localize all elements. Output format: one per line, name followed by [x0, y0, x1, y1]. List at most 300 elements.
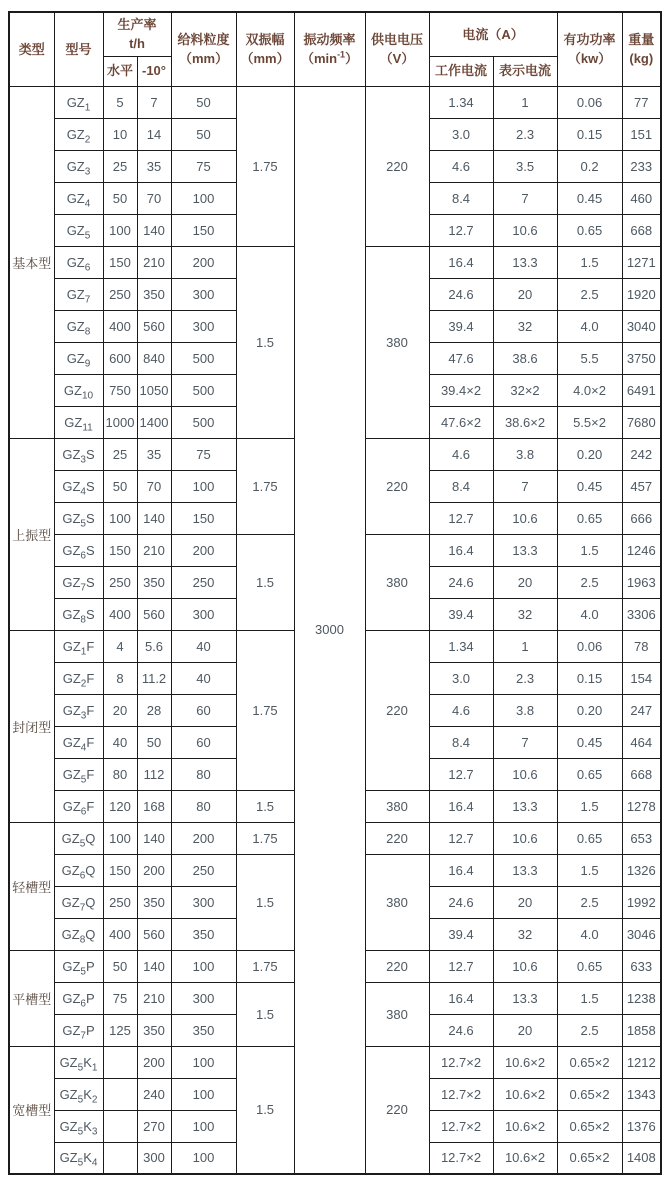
model-subscript: 6 [80, 550, 86, 562]
table-row [9, 86, 661, 118]
voltage-cell: 220 [365, 1046, 429, 1174]
incline-rate-cell: 200 [137, 854, 171, 886]
incline-rate-cell: 140 [137, 950, 171, 982]
indicated-current-cell: 13.3 [493, 790, 557, 822]
model-subscript: 8 [79, 934, 86, 946]
indicated-current-cell: 32×2 [493, 374, 557, 406]
model-subscript: 4 [84, 198, 91, 210]
model-cell [54, 630, 103, 662]
header-indicated-current-label: 表示电流 [499, 63, 552, 79]
horizontal-rate-cell: 50 [103, 950, 137, 982]
particle-size-cell: 60 [171, 694, 236, 726]
model-subscript: 4 [80, 742, 87, 754]
header-weight-line1: 重量 [628, 31, 655, 47]
power-cell: 4.0 [557, 918, 622, 950]
weight-cell: 1246 [622, 534, 661, 566]
power-cell: 0.45 [557, 726, 622, 758]
power-cell: 0.20 [557, 438, 622, 470]
incline-rate-cell: 112 [137, 758, 171, 790]
model-text: GZ [66, 318, 85, 334]
indicated-current-cell: 1 [493, 630, 557, 662]
voltage-cell: 380 [365, 246, 429, 438]
working-current-cell: 8.4 [429, 726, 493, 758]
type-cell: 封闭型 [9, 630, 54, 822]
model-cell [54, 1046, 103, 1078]
horizontal-rate-cell [103, 1110, 137, 1142]
incline-rate-cell: 168 [137, 790, 171, 822]
model-subscript: 3 [91, 1126, 98, 1138]
incline-rate-cell: 350 [137, 886, 171, 918]
model-text: GZ [62, 542, 81, 558]
power-cell: 0.65×2 [557, 1046, 622, 1078]
working-current-cell: 4.6 [429, 438, 493, 470]
horizontal-rate-cell: 600 [103, 342, 137, 374]
horizontal-rate-cell: 250 [103, 566, 137, 598]
weight-cell: 1278 [622, 790, 661, 822]
model-text: GZ [62, 990, 81, 1006]
header-weight-line2: (kg) [629, 51, 654, 67]
indicated-current-cell: 3.8 [493, 694, 557, 726]
weight-cell: 1326 [622, 854, 661, 886]
amplitude-cell: 1.5 [236, 982, 294, 1046]
header-frequency-exponent: -1 [337, 49, 346, 60]
model-subscript: 5 [84, 230, 91, 242]
model-cell [54, 374, 103, 406]
horizontal-rate-cell: 10 [103, 118, 137, 150]
indicated-current-cell: 1 [493, 86, 557, 118]
header-working-current-label: 工作电流 [435, 63, 488, 79]
model-cell [54, 246, 103, 278]
model-text: GZ [62, 606, 81, 622]
indicated-current-cell: 38.6 [493, 342, 557, 374]
header-voltage-line2: （V） [379, 51, 415, 67]
header-power-line2: （kw） [567, 51, 612, 67]
indicated-current-cell: 13.3 [493, 854, 557, 886]
model-cell [54, 726, 103, 758]
col-header-production-rate [103, 12, 171, 56]
power-cell: 0.15 [557, 118, 622, 150]
power-cell: 2.5 [557, 886, 622, 918]
working-current-cell: 24.6 [429, 1014, 493, 1046]
type-cell: 轻槽型 [9, 822, 54, 950]
amplitude-cell: 1.5 [236, 790, 294, 822]
working-current-cell: 1.34 [429, 86, 493, 118]
model-cell [54, 566, 103, 598]
model-cell [54, 1014, 103, 1046]
working-current-cell: 39.4 [429, 598, 493, 630]
working-current-cell: 12.7 [429, 214, 493, 246]
header-type-label: 类型 [18, 41, 45, 57]
model-cell [54, 342, 103, 374]
header-amplitude-line1: 双振幅 [245, 31, 285, 47]
particle-size-cell: 100 [171, 1110, 236, 1142]
power-cell: 0.20 [557, 694, 622, 726]
model-cell [54, 598, 103, 630]
model-cell [54, 310, 103, 342]
power-cell: 0.65×2 [557, 1110, 622, 1142]
amplitude-cell: 1.5 [236, 1046, 294, 1174]
particle-size-cell: 350 [171, 918, 236, 950]
header-model-label: 型号 [65, 41, 92, 57]
model-subscript: 7 [80, 1030, 86, 1042]
horizontal-rate-cell: 80 [103, 758, 137, 790]
incline-rate-cell: 240 [137, 1078, 171, 1110]
indicated-current-cell: 13.3 [493, 534, 557, 566]
horizontal-rate-cell: 25 [103, 438, 137, 470]
power-cell: 2.5 [557, 278, 622, 310]
amplitude-cell: 1.5 [236, 854, 294, 950]
power-cell: 1.5 [557, 854, 622, 886]
weight-cell: 78 [622, 630, 661, 662]
working-current-cell: 12.7×2 [429, 1078, 493, 1110]
model-subscript: 1 [84, 102, 91, 114]
incline-rate-cell: 50 [137, 726, 171, 758]
model-text: GZ [61, 862, 80, 878]
indicated-current-cell: 10.6 [493, 502, 557, 534]
indicated-current-cell: 10.6×2 [493, 1142, 557, 1174]
working-current-cell: 16.4 [429, 982, 493, 1014]
incline-rate-cell: 560 [137, 310, 171, 342]
model-text: GZ [66, 254, 85, 270]
power-cell: 4.0 [557, 598, 622, 630]
model-text: GZ [66, 158, 85, 174]
model-cell [54, 214, 103, 246]
model-text: S [85, 574, 95, 590]
model-cell [54, 886, 103, 918]
weight-cell: 77 [622, 86, 661, 118]
voltage-cell: 380 [365, 982, 429, 1046]
indicated-current-cell: 10.6 [493, 214, 557, 246]
working-current-cell: 47.6×2 [429, 406, 493, 438]
model-cell [54, 854, 103, 886]
weight-cell: 1920 [622, 278, 661, 310]
model-text: GZ [62, 638, 81, 654]
indicated-current-cell: 20 [493, 566, 557, 598]
model-text: GZ [62, 1022, 81, 1038]
model-subscript: 5 [80, 774, 87, 786]
incline-rate-cell: 140 [137, 822, 171, 854]
model-cell [54, 1110, 103, 1142]
frequency-cell: 3000 [294, 86, 365, 1174]
model-subscript: 6 [79, 870, 86, 882]
horizontal-rate-cell [103, 1142, 137, 1174]
model-cell [54, 982, 103, 1014]
model-subscript: 2 [80, 678, 87, 690]
model-text: GZ [66, 350, 85, 366]
weight-cell: 633 [622, 950, 661, 982]
model-text: Q [85, 862, 96, 878]
weight-cell: 668 [622, 758, 661, 790]
table-header [9, 12, 661, 86]
weight-cell: 1212 [622, 1046, 661, 1078]
model-text: GZ [61, 894, 80, 910]
horizontal-rate-cell: 20 [103, 694, 137, 726]
incline-rate-cell: 140 [137, 502, 171, 534]
particle-size-cell: 50 [171, 86, 236, 118]
horizontal-rate-cell: 100 [103, 822, 137, 854]
model-text: GZ [66, 126, 85, 142]
incline-rate-cell: 210 [137, 982, 171, 1014]
model-text: GZ [66, 222, 85, 238]
voltage-cell: 380 [365, 854, 429, 950]
particle-size-cell: 150 [171, 502, 236, 534]
incline-rate-cell: 1050 [137, 374, 171, 406]
particle-size-cell: 75 [171, 438, 236, 470]
power-cell: 2.5 [557, 1014, 622, 1046]
model-subscript: 1 [80, 646, 87, 658]
power-cell: 1.5 [557, 246, 622, 278]
model-text: K [83, 1054, 92, 1070]
incline-rate-cell: 200 [137, 1046, 171, 1078]
power-cell: 0.65 [557, 822, 622, 854]
horizontal-rate-cell: 50 [103, 470, 137, 502]
spec-table [8, 11, 662, 1175]
model-text: S [85, 478, 95, 494]
weight-cell: 3040 [622, 310, 661, 342]
particle-size-cell: 300 [171, 598, 236, 630]
particle-size-cell: 250 [171, 566, 236, 598]
horizontal-rate-cell: 250 [103, 886, 137, 918]
model-text: Q [85, 894, 96, 910]
model-text: GZ [64, 414, 83, 430]
model-cell [54, 918, 103, 950]
model-text: GZ [61, 926, 80, 942]
indicated-current-cell: 10.6×2 [493, 1110, 557, 1142]
particle-size-cell: 100 [171, 1046, 236, 1078]
incline-rate-cell: 350 [137, 1014, 171, 1046]
indicated-current-cell: 10.6 [493, 758, 557, 790]
working-current-cell: 16.4 [429, 534, 493, 566]
incline-rate-cell: 5.6 [137, 630, 171, 662]
horizontal-rate-cell [103, 1078, 137, 1110]
col-header-frequency [294, 12, 365, 86]
working-current-cell: 12.7 [429, 950, 493, 982]
model-subscript: 5 [80, 966, 86, 978]
header-row-1 [9, 12, 661, 56]
model-subscript: 7 [84, 294, 91, 306]
power-cell: 4.0×2 [557, 374, 622, 406]
col-header-particle-size [171, 12, 236, 86]
model-subscript: 8 [80, 614, 86, 626]
horizontal-rate-cell: 120 [103, 790, 137, 822]
col-header-voltage [365, 12, 429, 86]
power-cell: 0.65 [557, 758, 622, 790]
model-text: S [85, 606, 95, 622]
model-cell [54, 278, 103, 310]
voltage-cell: 380 [365, 790, 429, 822]
model-text: F [86, 734, 95, 750]
amplitude-cell: 1.5 [236, 246, 294, 438]
power-cell: 0.65 [557, 950, 622, 982]
particle-size-cell: 500 [171, 342, 236, 374]
model-text: S [85, 542, 95, 558]
particle-size-cell: 100 [171, 182, 236, 214]
indicated-current-cell: 32 [493, 918, 557, 950]
working-current-cell: 12.7×2 [429, 1046, 493, 1078]
model-subscript: 3 [80, 710, 87, 722]
model-text: GZ [59, 1118, 78, 1134]
model-text: GZ [63, 382, 82, 398]
col-header-amplitude [236, 12, 294, 86]
incline-rate-cell: 35 [137, 150, 171, 182]
header-frequency-paren-open: （min [300, 51, 338, 67]
header-particle-line1: 给料粒度 [177, 31, 230, 47]
indicated-current-cell: 7 [493, 182, 557, 214]
indicated-current-cell: 10.6 [493, 950, 557, 982]
particle-size-cell: 100 [171, 950, 236, 982]
horizontal-rate-cell: 5 [103, 86, 137, 118]
working-current-cell: 16.4 [429, 246, 493, 278]
model-text: GZ [62, 446, 81, 462]
working-current-cell: 8.4 [429, 470, 493, 502]
model-text: GZ [62, 510, 81, 526]
weight-cell: 1963 [622, 566, 661, 598]
col-header-incline [137, 56, 171, 86]
power-cell: 0.65×2 [557, 1142, 622, 1174]
working-current-cell: 24.6 [429, 886, 493, 918]
voltage-cell: 220 [365, 630, 429, 790]
col-header-indicated-current [493, 56, 557, 86]
model-subscript: 1 [91, 1062, 98, 1074]
model-text: K [83, 1118, 92, 1134]
model-text: Q [85, 830, 96, 846]
header-power-line1: 有功功率 [563, 31, 616, 47]
model-text: GZ [59, 1150, 78, 1166]
model-text: GZ [62, 478, 81, 494]
horizontal-rate-cell: 250 [103, 278, 137, 310]
col-header-horizontal [103, 56, 137, 86]
model-cell [54, 470, 103, 502]
weight-cell: 460 [622, 182, 661, 214]
model-text: GZ [66, 286, 85, 302]
incline-rate-cell: 840 [137, 342, 171, 374]
model-cell [54, 150, 103, 182]
power-cell: 0.15 [557, 662, 622, 694]
particle-size-cell: 200 [171, 534, 236, 566]
horizontal-rate-cell: 150 [103, 534, 137, 566]
model-subscript: 5 [80, 518, 86, 530]
particle-size-cell: 350 [171, 1014, 236, 1046]
weight-cell: 1376 [622, 1110, 661, 1142]
model-cell [54, 534, 103, 566]
incline-rate-cell: 1400 [137, 406, 171, 438]
horizontal-rate-cell [103, 1046, 137, 1078]
incline-rate-cell: 70 [137, 182, 171, 214]
model-subscript: 5 [77, 1094, 84, 1106]
particle-size-cell: 500 [171, 406, 236, 438]
incline-rate-cell: 270 [137, 1110, 171, 1142]
col-header-model [54, 12, 103, 86]
voltage-cell: 220 [365, 822, 429, 854]
model-cell [54, 1078, 103, 1110]
weight-cell: 247 [622, 694, 661, 726]
power-cell: 0.65 [557, 502, 622, 534]
model-text: P [85, 958, 95, 974]
working-current-cell: 12.7×2 [429, 1142, 493, 1174]
particle-size-cell: 300 [171, 278, 236, 310]
particle-size-cell: 60 [171, 726, 236, 758]
model-subscript: 5 [77, 1126, 84, 1138]
power-cell: 5.5×2 [557, 406, 622, 438]
model-cell [54, 790, 103, 822]
model-subscript: 11 [82, 422, 93, 434]
model-text: K [83, 1150, 92, 1166]
incline-rate-cell: 560 [137, 598, 171, 630]
working-current-cell: 3.0 [429, 118, 493, 150]
power-cell: 5.5 [557, 342, 622, 374]
model-text: GZ [66, 94, 85, 110]
weight-cell: 6491 [622, 374, 661, 406]
indicated-current-cell: 7 [493, 470, 557, 502]
working-current-cell: 1.34 [429, 630, 493, 662]
voltage-cell: 220 [365, 950, 429, 982]
model-cell [54, 502, 103, 534]
model-text: P [85, 1022, 95, 1038]
incline-rate-cell: 210 [137, 246, 171, 278]
model-text: K [83, 1086, 92, 1102]
horizontal-rate-cell: 50 [103, 182, 137, 214]
power-cell: 4.0 [557, 310, 622, 342]
model-subscript: 6 [80, 806, 87, 818]
weight-cell: 1858 [622, 1014, 661, 1046]
indicated-current-cell: 13.3 [493, 982, 557, 1014]
header-amplitude-line2: （mm） [240, 51, 290, 67]
model-subscript: 3 [84, 166, 91, 178]
model-subscript: 7 [80, 582, 86, 594]
indicated-current-cell: 10.6×2 [493, 1046, 557, 1078]
model-subscript: 10 [81, 390, 94, 402]
model-text: F [86, 638, 95, 654]
particle-size-cell: 50 [171, 118, 236, 150]
particle-size-cell: 300 [171, 982, 236, 1014]
horizontal-rate-cell: 400 [103, 598, 137, 630]
indicated-current-cell: 3.8 [493, 438, 557, 470]
incline-rate-cell: 210 [137, 534, 171, 566]
weight-cell: 1271 [622, 246, 661, 278]
working-current-cell: 4.6 [429, 694, 493, 726]
working-current-cell: 47.6 [429, 342, 493, 374]
weight-cell: 3046 [622, 918, 661, 950]
particle-size-cell: 150 [171, 214, 236, 246]
model-subscript: 3 [80, 454, 86, 466]
weight-cell: 3750 [622, 342, 661, 374]
model-cell [54, 662, 103, 694]
model-subscript: 5 [79, 838, 86, 850]
weight-cell: 1992 [622, 886, 661, 918]
model-subscript: 2 [91, 1094, 98, 1106]
model-text: GZ [66, 190, 85, 206]
horizontal-rate-cell: 150 [103, 854, 137, 886]
header-incline-label: -10° [142, 63, 166, 79]
working-current-cell: 24.6 [429, 566, 493, 598]
weight-cell: 1343 [622, 1078, 661, 1110]
amplitude-cell: 1.5 [236, 534, 294, 630]
type-cell: 宽槽型 [9, 1046, 54, 1174]
model-cell [54, 1142, 103, 1174]
header-horizontal-label: 水平 [106, 63, 133, 79]
model-text: Q [85, 926, 96, 942]
indicated-current-cell: 32 [493, 310, 557, 342]
horizontal-rate-cell: 125 [103, 1014, 137, 1046]
model-subscript: 7 [79, 902, 86, 914]
working-current-cell: 4.6 [429, 150, 493, 182]
col-header-type [9, 12, 54, 86]
type-cell: 基本型 [9, 86, 54, 438]
particle-size-cell: 75 [171, 150, 236, 182]
horizontal-rate-cell: 750 [103, 374, 137, 406]
header-production-line1: 生产率 [117, 16, 157, 32]
indicated-current-cell: 32 [493, 598, 557, 630]
